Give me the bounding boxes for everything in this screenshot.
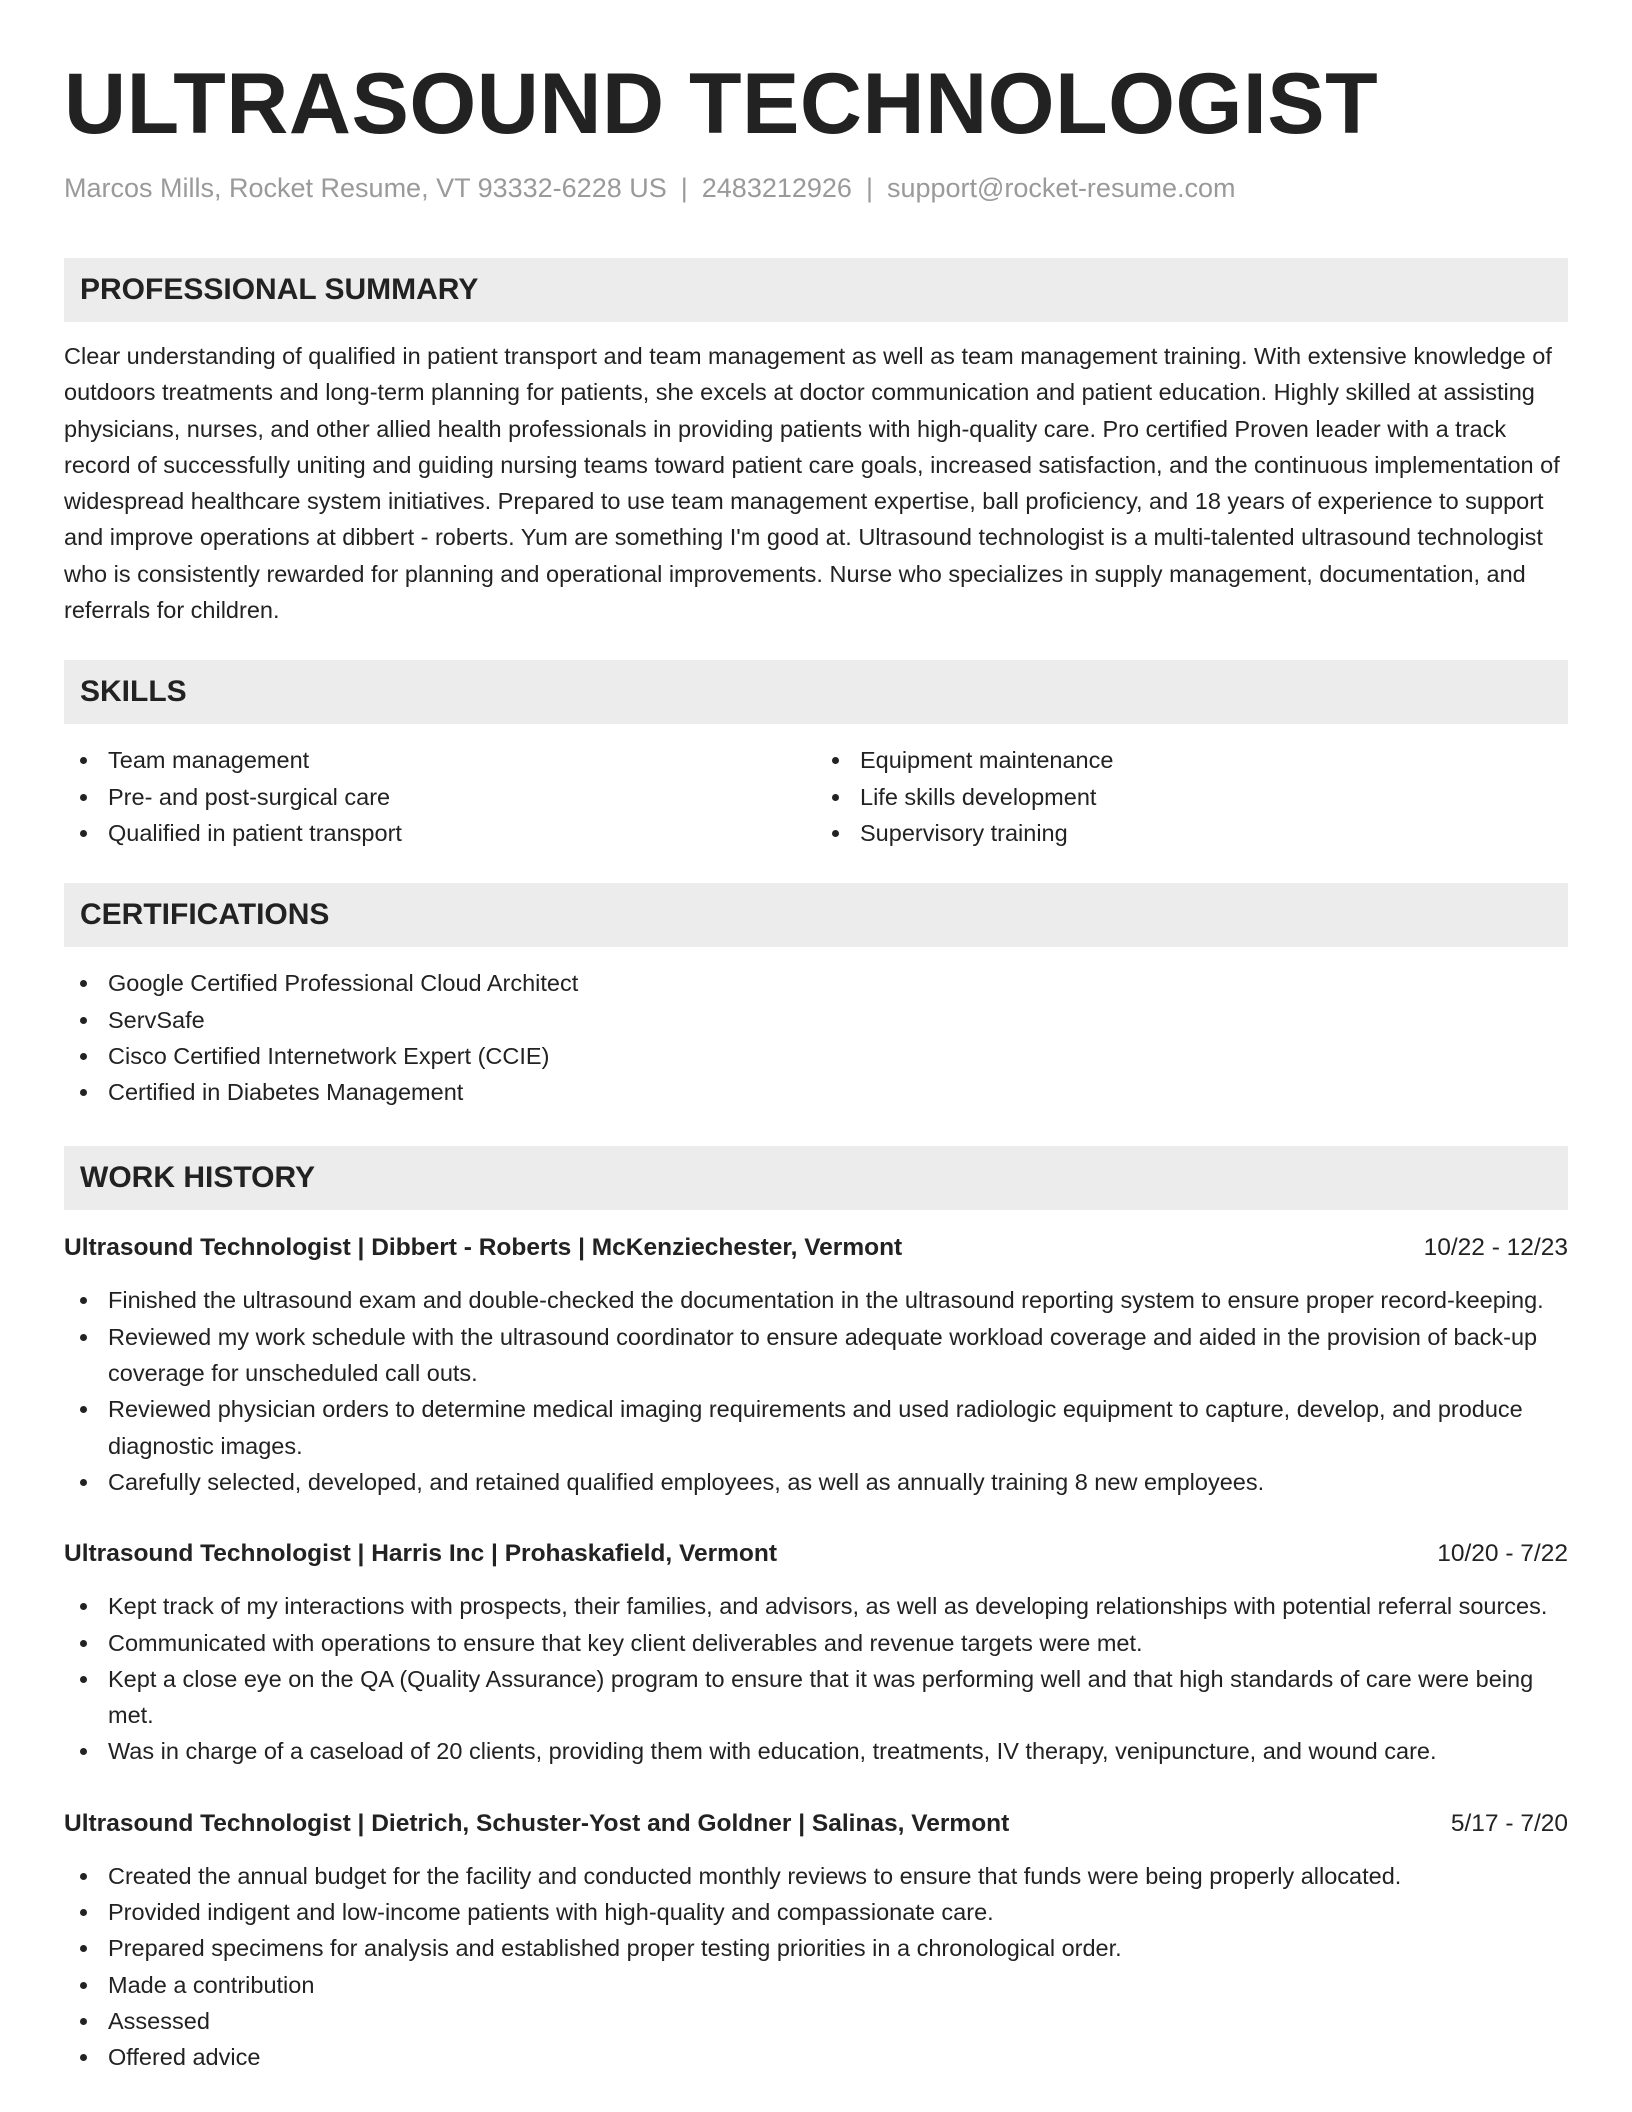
job-bullet: Assessed xyxy=(64,2003,1568,2039)
skill-item: Team management xyxy=(64,742,816,778)
skills-column-left xyxy=(64,742,816,851)
job-bullet: Offered advice xyxy=(64,2039,1568,2075)
job-title: Ultrasound Technologist | Harris Inc | Prohaskafield, Vermont xyxy=(64,1540,778,1568)
job-bullet: Communicated with operations to ensure that key client deliverables and revenue targets were met. xyxy=(64,1625,1568,1661)
certification-item: Certified in Diabetes Management xyxy=(64,1074,1568,1110)
certification-item: Google Certified Professional Cloud Architect xyxy=(64,965,1568,1001)
job-dates: 10/20 - 7/22 xyxy=(1437,1540,1568,1568)
contact-address: Marcos Mills, Rocket Resume, VT 93332-6228 US xyxy=(64,173,667,203)
job-bullet-list xyxy=(64,1588,1568,1769)
contact-separator: | xyxy=(680,173,688,203)
job-entry xyxy=(64,1806,1568,2076)
job-bullet: Was in charge of a caseload of 20 clients, providing them with education, treatments, IV therapy, venipuncture, and wound care. xyxy=(64,1733,1568,1769)
certifications-list xyxy=(64,965,1568,1110)
contact-phone: 2483212926 xyxy=(701,173,852,203)
job-bullet: Reviewed physician orders to determine medical imaging requirements and used radiologic equipment to capture, develop, and produce diagnostic images. xyxy=(64,1391,1568,1464)
section-heading-work-history: WORK HISTORY xyxy=(64,1146,1568,1210)
job-bullet-list xyxy=(64,1282,1568,1500)
job-header xyxy=(64,1806,1568,1842)
job-bullet: Provided indigent and low-income patients with high-quality and compassionate care. xyxy=(64,1894,1568,1930)
skills-grid xyxy=(64,742,1568,851)
section-heading-skills: SKILLS xyxy=(64,660,1568,724)
skill-item: Pre- and post-surgical care xyxy=(64,779,816,815)
job-bullet: Carefully selected, developed, and retained qualified employees, as well as annually training 8 new employees. xyxy=(64,1464,1568,1500)
skills-column-right xyxy=(816,742,1568,851)
certification-item: ServSafe xyxy=(64,1002,1568,1038)
job-header xyxy=(64,1536,1568,1572)
section-heading-summary: PROFESSIONAL SUMMARY xyxy=(64,258,1568,322)
section-heading-certifications: CERTIFICATIONS xyxy=(64,883,1568,947)
job-dates: 5/17 - 7/20 xyxy=(1450,1809,1568,1837)
job-bullet: Finished the ultrasound exam and double-checked the documentation in the ultrasound reporting system to ensure proper record-keeping. xyxy=(64,1282,1568,1318)
work-history-section xyxy=(64,1146,1568,2075)
job-bullet-list xyxy=(64,1858,1568,2076)
skill-item: Qualified in patient transport xyxy=(64,815,816,851)
job-header xyxy=(64,1230,1568,1266)
skill-item: Equipment maintenance xyxy=(816,742,1568,778)
job-title: Ultrasound Technologist | Dibbert - Roberts | McKenziechester, Vermont xyxy=(64,1234,903,1262)
job-bullet: Kept track of my interactions with prospects, their families, and advisors, as well as developing relationships with potential referral sources. xyxy=(64,1588,1568,1624)
contact-email: support@rocket-resume.com xyxy=(886,173,1236,203)
certifications-section xyxy=(64,883,1568,1110)
job-bullet: Created the annual budget for the facility and conducted monthly reviews to ensure that funds were being properly allocated. xyxy=(64,1858,1568,1894)
skill-item: Supervisory training xyxy=(816,815,1568,851)
job-entry xyxy=(64,1230,1568,1500)
contact-line xyxy=(64,170,1568,206)
summary-text: Clear understanding of qualified in patient transport and team management as well as team management training. With extensive knowledge of outdoors treatments and long-term planning for patients, she excels at doctor communication and patient education. Highly skilled at assisting physicians, nurses, and other allied health professionals in providing patients with high-quality care. Pro certified Proven leader with a track record of successfully uniting and guiding nursing teams toward patient care goals, increased satisfaction, and the continuous implementation of widespread healthcare system initiatives. Prepared to use team management expertise, ball proficiency, and 18 years of experience to support and improve operations at dibbert - roberts. Yum are something I'm good at. Ultrasound technologist is a multi-talented ultrasound technologist who is consistently rewarded for planning and operational improvements. Nurse who specializes in supply management, documentation, and referrals for children. xyxy=(64,343,1560,624)
job-entry xyxy=(64,1536,1568,1769)
job-bullet: Kept a close eye on the QA (Quality Assurance) program to ensure that it was performing well and that high standards of care were being met. xyxy=(64,1661,1568,1734)
certification-item: Cisco Certified Internetwork Expert (CCIE) xyxy=(64,1038,1568,1074)
skills-section xyxy=(64,660,1568,851)
professional-summary-section xyxy=(64,258,1568,628)
skill-item: Life skills development xyxy=(816,779,1568,815)
resume-title: ULTRASOUND TECHNOLOGIST xyxy=(64,56,1379,152)
job-dates: 10/22 - 12/23 xyxy=(1423,1234,1568,1262)
contact-separator: | xyxy=(865,173,873,203)
job-bullet: Made a contribution xyxy=(64,1967,1568,2003)
job-title: Ultrasound Technologist | Dietrich, Schuster-Yost and Goldner | Salinas, Vermont xyxy=(64,1809,1010,1837)
job-bullet: Reviewed my work schedule with the ultrasound coordinator to ensure adequate workload coverage and aided in the provision of back-up coverage for unscheduled call outs. xyxy=(64,1319,1568,1392)
job-bullet: Prepared specimens for analysis and established proper testing priorities in a chronological order. xyxy=(64,1930,1568,1966)
